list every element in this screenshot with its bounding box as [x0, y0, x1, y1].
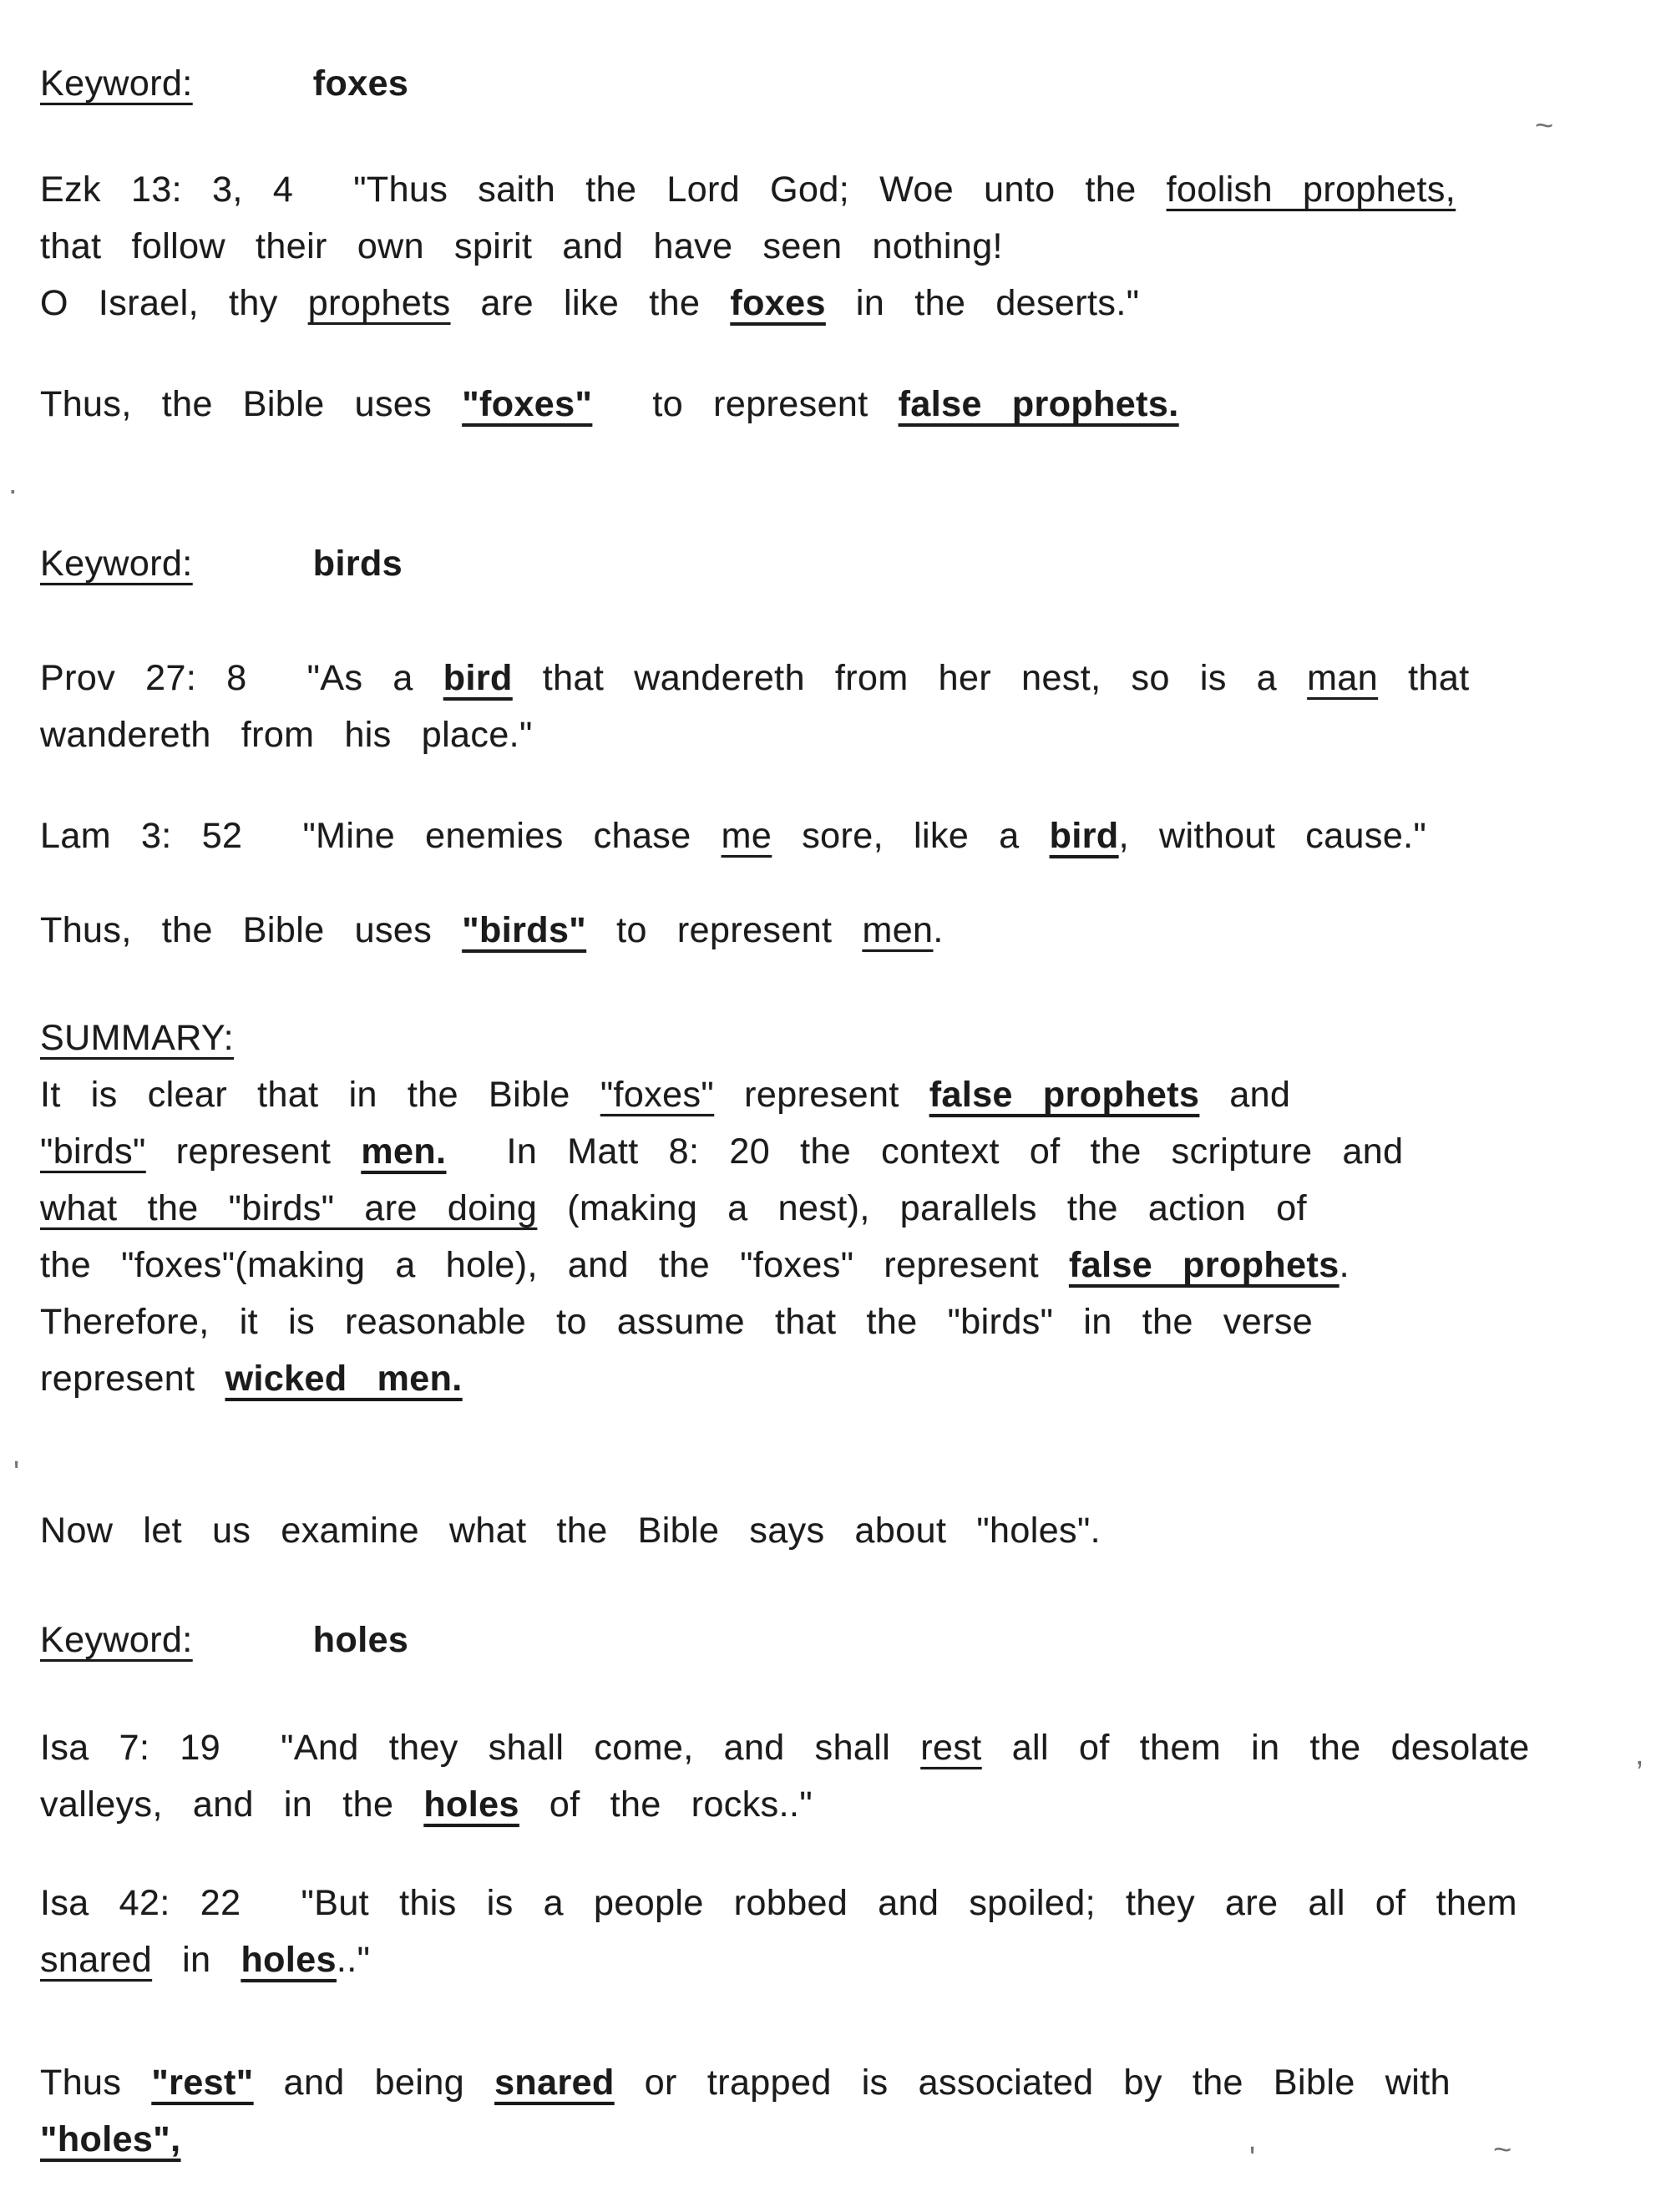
- summary-line-4: [40, 1237, 1628, 1293]
- emphasized-term: men.: [361, 1131, 447, 1172]
- text-run: [193, 1620, 313, 1660]
- text-run: in the deserts.": [825, 283, 1140, 323]
- text-run: sore, like a: [772, 816, 1050, 856]
- text-run: (making a nest), parallels the action of: [537, 1188, 1307, 1228]
- text-run: It is clear that in the Bible: [40, 1075, 600, 1115]
- text-run: represent: [145, 1131, 362, 1172]
- emphasized-term: holes: [241, 1940, 337, 1980]
- emphasized-term: snared: [40, 1940, 153, 1980]
- text-run: that follow their own spirit and have seen nothing!: [40, 226, 1003, 266]
- summary-line-2: [40, 1123, 1628, 1180]
- scan-artifact: ,: [1635, 1737, 1644, 1772]
- text-run: and: [1199, 1075, 1291, 1115]
- text-run: Thus, the Bible uses: [40, 910, 463, 950]
- emphasized-term: false prophets: [1068, 1245, 1339, 1285]
- text-run: Thus, the Bible uses: [40, 384, 463, 424]
- emphasized-term: foolish prophets,: [1166, 170, 1456, 210]
- verse-ezk-13-line-1: [40, 161, 1628, 218]
- verse-isa-42-line-2: [40, 1931, 1628, 1988]
- text-run: represent: [40, 1359, 225, 1399]
- text-run: are like the: [450, 283, 731, 323]
- text-run: Ezk 13: 3, 4 "Thus saith the Lord God; Woe unto the: [40, 170, 1167, 210]
- verse-lam-3-line: [40, 807, 1628, 864]
- conclusion-holes-line-1: [40, 2054, 1628, 2111]
- emphasized-term: men: [862, 910, 934, 950]
- keyword-line-holes: [40, 1612, 1628, 1668]
- keyword-line-foxes: [40, 55, 1628, 112]
- text-run: Prov 27: 8 "As a: [40, 658, 443, 698]
- text-run: valleys, and in the: [40, 1784, 424, 1825]
- emphasized-term: Keyword:: [40, 1620, 193, 1660]
- summary-line-6: [40, 1350, 1628, 1407]
- text-run: of the rocks..": [519, 1784, 813, 1825]
- emphasized-term: holes: [312, 1620, 409, 1660]
- text-run: represent: [714, 1075, 929, 1115]
- emphasized-term: SUMMARY:: [40, 1018, 235, 1058]
- verse-ezk-13-line-2: [40, 218, 1628, 275]
- text-run: to represent: [586, 910, 863, 950]
- text-run: wandereth from his place.": [40, 715, 533, 755]
- text-run: that: [1378, 658, 1470, 698]
- summary-line-5: [40, 1293, 1628, 1350]
- text-run: Isa 42: 22 "But this is a people robbed and spoiled; they are all of them: [40, 1883, 1517, 1923]
- text-run: in: [152, 1940, 241, 1980]
- emphasized-term: Keyword:: [40, 63, 193, 104]
- text-run: In Matt 8: 20 the context of the scripture and: [446, 1131, 1404, 1172]
- emphasized-term: prophets: [307, 283, 451, 323]
- emphasized-term: holes: [423, 1784, 519, 1825]
- emphasized-term: "birds": [40, 1131, 146, 1172]
- verse-isa-42-line-1: [40, 1875, 1628, 1931]
- text-run: that wandereth from her nest, so is a: [512, 658, 1308, 698]
- emphasized-term: foxes: [312, 63, 409, 104]
- emphasized-term: man: [1307, 658, 1379, 698]
- emphasized-term: "rest": [151, 2063, 254, 2103]
- verse-prov-27-line-2: [40, 706, 1628, 763]
- verse-ezk-13-line-3: [40, 275, 1628, 332]
- emphasized-term: rest: [920, 1728, 982, 1768]
- verse-isa-7-line-2: [40, 1776, 1628, 1833]
- text-run: Thus: [40, 2063, 152, 2103]
- emphasized-term: bird: [1049, 816, 1119, 856]
- text-run: to represent: [592, 384, 899, 424]
- emphasized-term: birds: [312, 544, 403, 584]
- text-run: or trapped is associated by the Bible with: [614, 2063, 1451, 2103]
- text-run: [193, 544, 313, 584]
- emphasized-term: false prophets: [929, 1075, 1200, 1115]
- emphasized-term: "foxes": [462, 384, 593, 424]
- emphasized-term: snared: [494, 2063, 615, 2103]
- text-run: O Israel, thy: [40, 283, 308, 323]
- emphasized-term: false prophets.: [898, 384, 1179, 424]
- text-run: .: [1339, 1245, 1350, 1285]
- text-run: Therefore, it is reasonable to assume that the "birds" in the verse: [40, 1302, 1314, 1342]
- text-run: Lam 3: 52 "Mine enemies chase: [40, 816, 722, 856]
- emphasized-term: foxes: [730, 283, 826, 323]
- emphasized-term: what the "birds" are doing: [40, 1188, 538, 1228]
- text-run: Isa 7: 19 "And they shall come, and shall: [40, 1728, 921, 1768]
- emphasized-term: bird: [443, 658, 513, 698]
- emphasized-term: "foxes": [600, 1075, 715, 1115]
- scan-artifact: ': [1249, 2141, 1256, 2176]
- transition-holes-line: [40, 1502, 1628, 1559]
- emphasized-term: "holes",: [40, 2119, 181, 2159]
- text-run: and being: [253, 2063, 495, 2103]
- scan-artifact: ~: [1535, 109, 1554, 144]
- text-run: ..": [336, 1940, 371, 1980]
- scan-artifact: ~: [1493, 2133, 1512, 2168]
- scan-artifact: ': [13, 1455, 20, 1491]
- scan-artifact: .: [8, 466, 18, 501]
- keyword-line-birds: [40, 535, 1628, 592]
- emphasized-term: "birds": [462, 910, 587, 950]
- text-run: , without cause.": [1118, 816, 1427, 856]
- summary-line-1: [40, 1066, 1628, 1123]
- emphasized-term: Keyword:: [40, 544, 193, 584]
- conclusion-holes-line-2: [40, 2111, 1628, 2168]
- text-run: [193, 63, 313, 104]
- verse-prov-27-line-1: [40, 650, 1628, 706]
- conclusion-foxes-line: [40, 376, 1628, 433]
- verse-isa-7-line-1: [40, 1719, 1628, 1776]
- text-run: the "foxes"(making a hole), and the "foxes" represent: [40, 1245, 1069, 1285]
- summary-line-3: [40, 1180, 1628, 1237]
- text-run: all of them in the desolate: [981, 1728, 1530, 1768]
- summary-heading: [40, 1010, 1628, 1066]
- text-run: Now let us examine what the Bible says about "holes".: [40, 1511, 1101, 1551]
- conclusion-birds-line: [40, 902, 1628, 959]
- emphasized-term: me: [721, 816, 772, 856]
- text-run: .: [933, 910, 944, 950]
- emphasized-term: wicked men.: [225, 1359, 463, 1399]
